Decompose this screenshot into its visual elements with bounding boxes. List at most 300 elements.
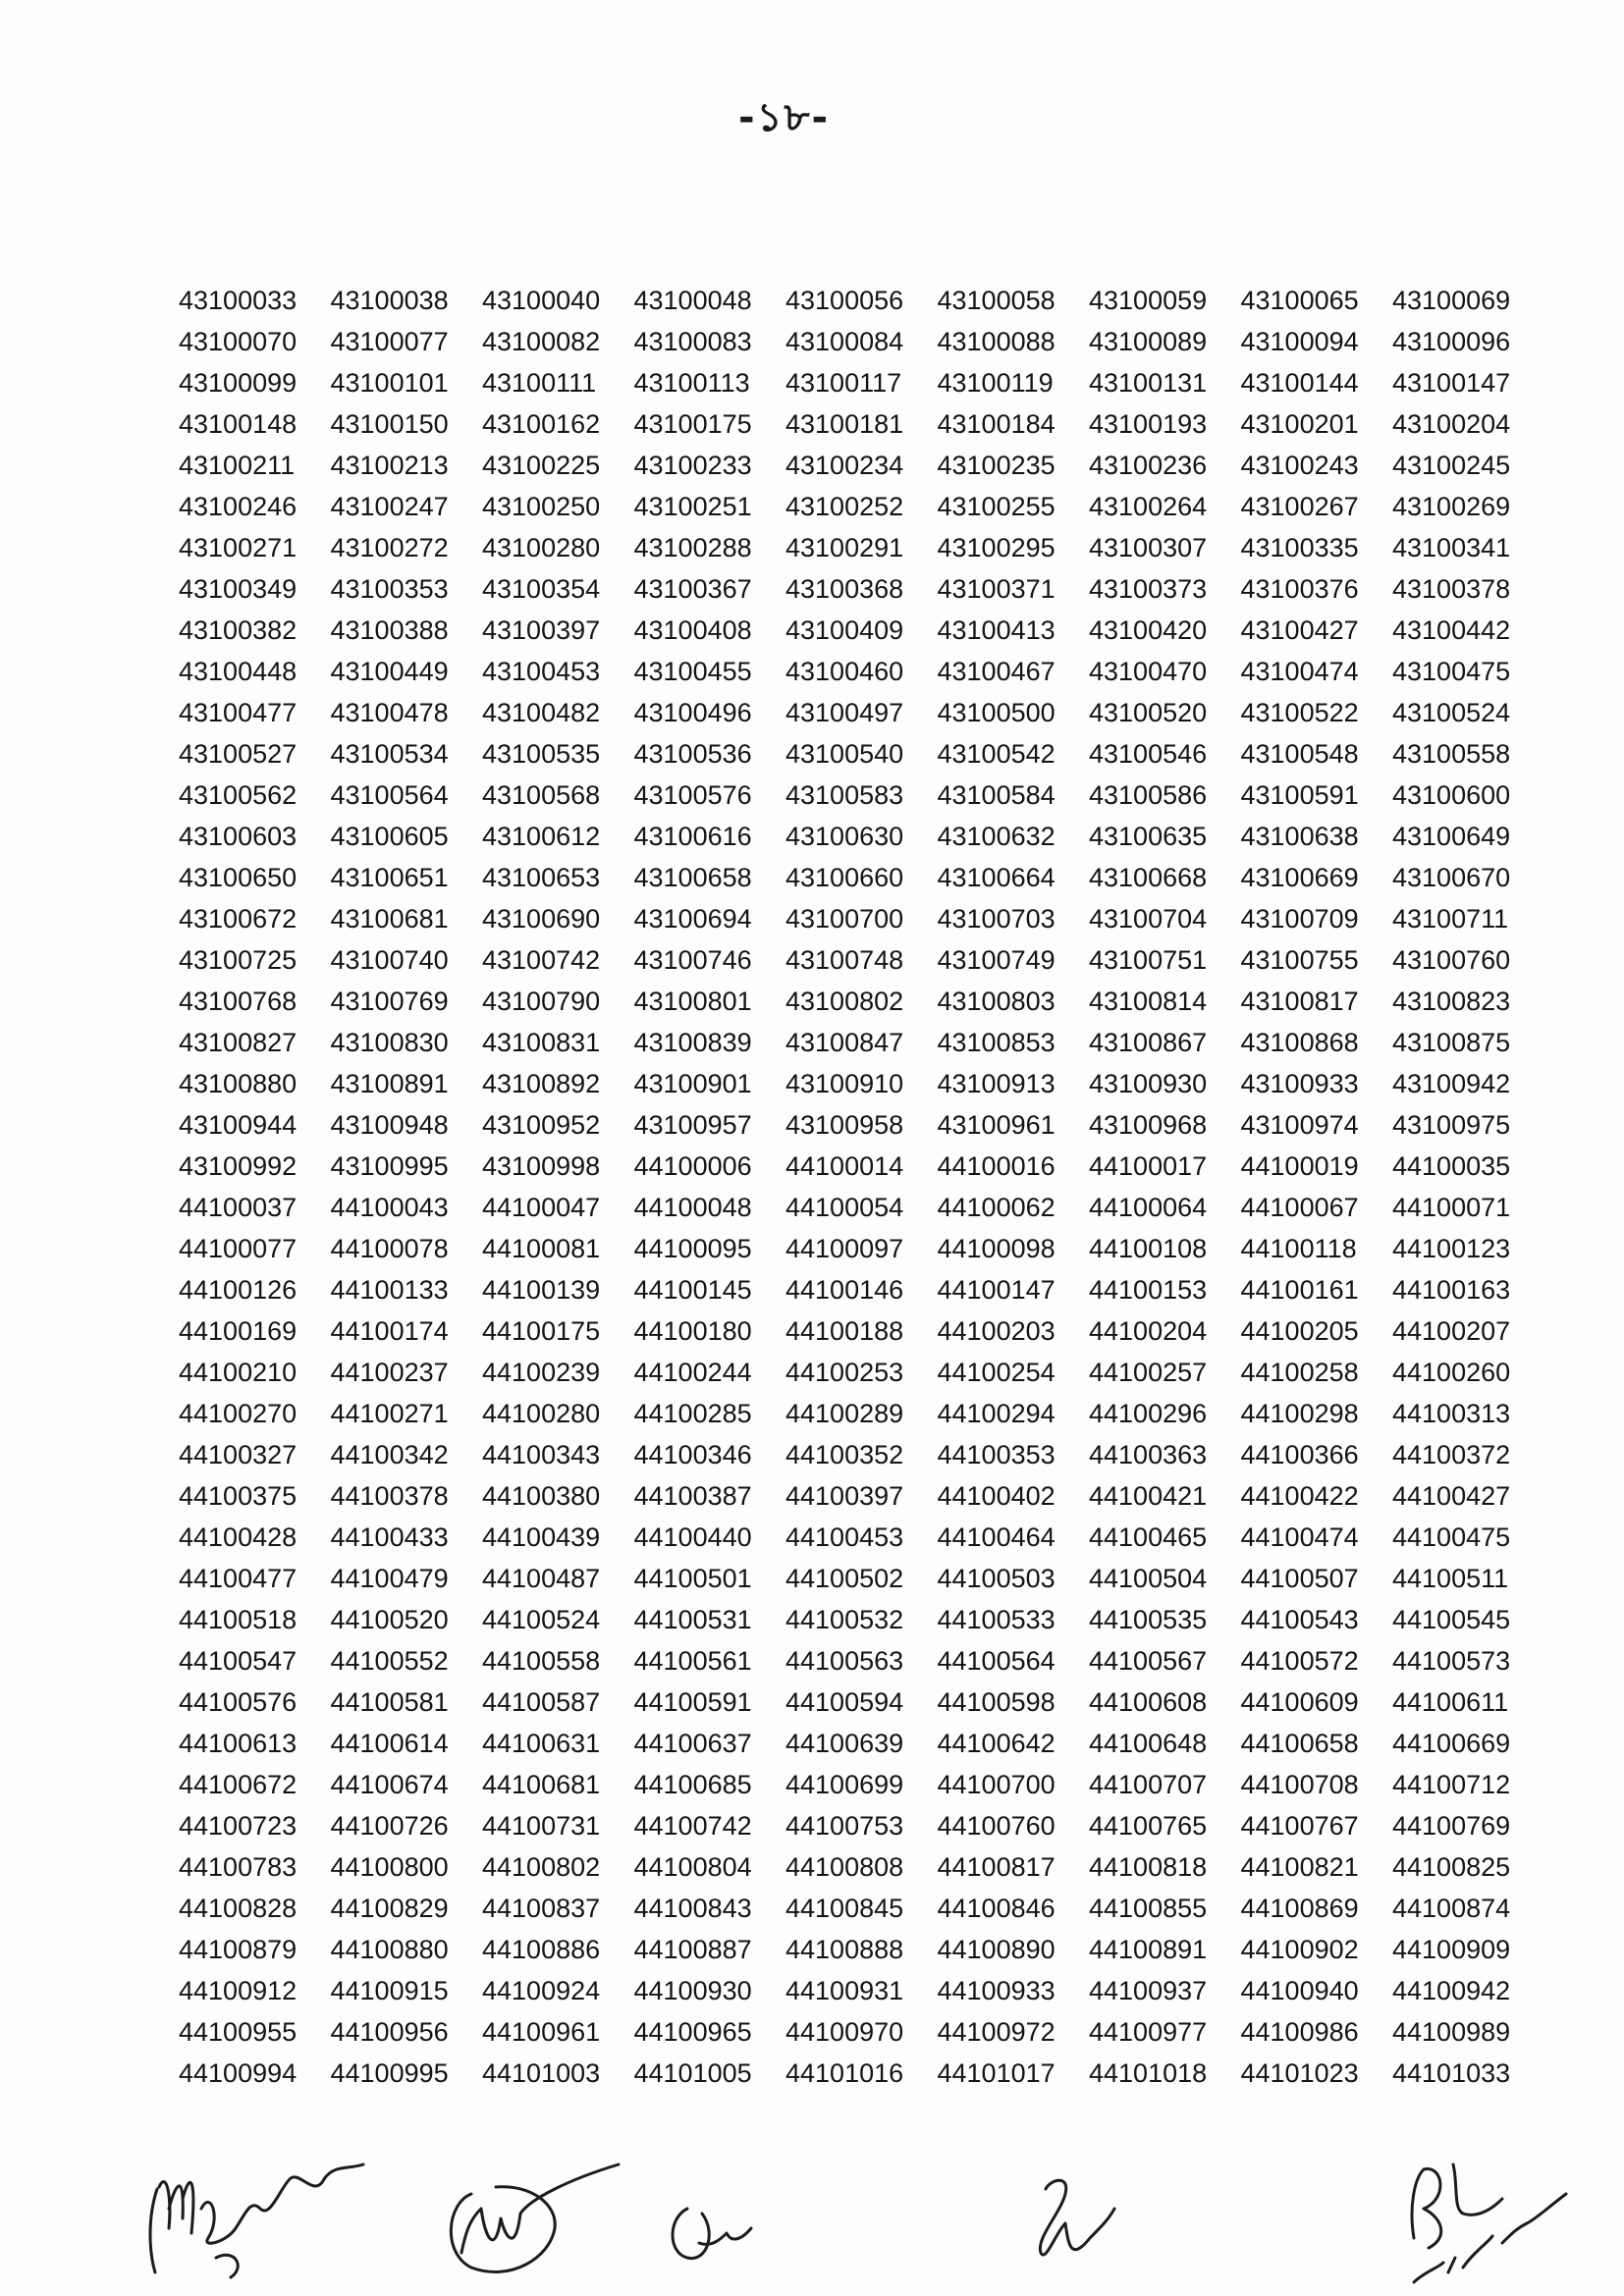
roll-number-cell: 43100801	[633, 987, 752, 1016]
roll-number-cell: 43100243	[1240, 451, 1359, 480]
roll-number-cell: 43100349	[179, 574, 298, 604]
roll-number-cell: 43100089	[1089, 327, 1208, 356]
roll-number-cell: 43100288	[633, 533, 752, 562]
roll-number-cell: 43100600	[1392, 780, 1511, 810]
roll-number-cell: 44100648	[1089, 1729, 1208, 1758]
roll-number-cell: 43100749	[937, 945, 1056, 975]
roll-number-cell: 43100540	[785, 739, 904, 769]
roll-number-cell: 44100016	[937, 1151, 1056, 1181]
roll-number-cell: 43100496	[633, 698, 752, 727]
roll-number-cell: 44100342	[330, 1440, 449, 1469]
table-row	[179, 1558, 1524, 1599]
roll-number-cell: 43100814	[1089, 987, 1208, 1016]
roll-number-cell: 43100058	[937, 286, 1056, 315]
roll-number-cell: 43100522	[1240, 698, 1359, 727]
roll-number-cell: 44100994	[179, 2058, 298, 2088]
roll-number-cell: 43100264	[1089, 492, 1208, 521]
roll-number-cell: 43100354	[482, 574, 601, 604]
roll-number-cell: 44100564	[937, 1646, 1056, 1676]
roll-number-cell: 44100098	[937, 1234, 1056, 1263]
roll-number-cell: 44101005	[633, 2058, 752, 2088]
roll-number-cell: 43100211	[179, 451, 296, 480]
table-row	[179, 1104, 1524, 1146]
roll-number-cell: 43100605	[330, 822, 449, 851]
roll-number-cell: 43100048	[633, 286, 752, 315]
table-row	[179, 1723, 1524, 1764]
roll-number-cell: 44100598	[937, 1687, 1056, 1717]
roll-number-cell: 43100119	[937, 368, 1054, 398]
roll-number-cell: 44100531	[633, 1605, 752, 1634]
roll-number-cell: 44100133	[330, 1275, 449, 1305]
roll-number-cell: 44100532	[785, 1605, 904, 1634]
table-row	[179, 733, 1524, 774]
roll-number-cell: 43100449	[330, 657, 449, 686]
roll-number-cell: 43100070	[179, 327, 298, 356]
roll-number-cell: 44100204	[1089, 1316, 1208, 1346]
roll-number-cell: 43100867	[1089, 1028, 1208, 1057]
signatures-drawing	[0, 2071, 1624, 2296]
table-row	[179, 568, 1524, 610]
roll-number-cell: 43100576	[633, 780, 752, 810]
roll-number-cell: 44100561	[633, 1646, 752, 1676]
roll-number-cell: 43100995	[330, 1151, 449, 1181]
roll-number-cell: 44100203	[937, 1316, 1056, 1346]
roll-number-cell: 43100378	[1392, 574, 1511, 604]
roll-number-cell: 44100723	[179, 1811, 298, 1841]
roll-number-cell: 43100910	[785, 1069, 904, 1098]
roll-number-cell: 43100562	[179, 780, 298, 810]
roll-number-cell: 44100888	[785, 1935, 904, 1964]
roll-number-cell: 44100699	[785, 1770, 904, 1799]
roll-number-cell: 44100563	[785, 1646, 904, 1676]
roll-number-cell: 44100380	[482, 1481, 601, 1511]
roll-number-cell: 44100254	[937, 1358, 1056, 1387]
roll-number-cell: 44100769	[1392, 1811, 1511, 1841]
roll-number-cell: 44100188	[785, 1316, 904, 1346]
roll-number-cell: 43100790	[482, 987, 601, 1016]
roll-number-cell: 43100968	[1089, 1110, 1208, 1140]
roll-number-cell: 44100802	[482, 1852, 601, 1882]
roll-number-cell: 43100817	[1240, 987, 1359, 1016]
roll-number-cell: 43100830	[330, 1028, 449, 1057]
roll-number-cell: 43100335	[1240, 533, 1359, 562]
roll-number-cell: 44100933	[937, 1976, 1056, 2005]
roll-number-cell: 44100915	[330, 1976, 449, 2005]
table-row	[179, 1517, 1524, 1558]
signature-area	[0, 2071, 1624, 2296]
page-number: -১৮-	[738, 95, 831, 140]
roll-number-cell: 43100755	[1240, 945, 1359, 975]
roll-number-cell: 43100564	[330, 780, 449, 810]
signature-3	[673, 2209, 751, 2259]
roll-number-cell: 44100817	[937, 1852, 1056, 1882]
table-row	[179, 939, 1524, 981]
roll-number-cell: 43100101	[330, 368, 449, 398]
roll-number-cell: 43100768	[179, 987, 298, 1016]
roll-number-cell: 44100289	[785, 1399, 904, 1428]
roll-number-cell: 43100913	[937, 1069, 1056, 1098]
roll-number-cell: 44100035	[1392, 1151, 1511, 1181]
roll-number-cell: 43100672	[179, 904, 298, 934]
roll-number-cell: 44100576	[179, 1687, 298, 1717]
roll-number-cell: 43100245	[1392, 451, 1511, 480]
roll-number-cell: 44100174	[330, 1316, 449, 1346]
roll-number-cell: 43100974	[1240, 1110, 1359, 1140]
roll-number-table	[179, 280, 1524, 2094]
roll-number-cell: 44100054	[785, 1193, 904, 1222]
roll-number-cell: 44100639	[785, 1729, 904, 1758]
roll-number-cell: 44100887	[633, 1935, 752, 1964]
roll-number-cell: 43100704	[1089, 904, 1208, 934]
roll-number-cell: 44100146	[785, 1275, 904, 1305]
roll-number-cell: 44100707	[1089, 1770, 1208, 1799]
roll-number-cell: 44100205	[1240, 1316, 1359, 1346]
roll-number-cell: 43100742	[482, 945, 601, 975]
roll-number-cell: 44100543	[1240, 1605, 1359, 1634]
table-row	[179, 445, 1524, 486]
roll-number-cell: 43100668	[1089, 863, 1208, 892]
roll-number-cell: 44101003	[482, 2058, 601, 2088]
roll-number-cell: 44100567	[1089, 1646, 1208, 1676]
roll-number-cell: 43100376	[1240, 574, 1359, 604]
roll-number-cell: 43100236	[1089, 451, 1208, 480]
roll-number-cell: 44100237	[330, 1358, 449, 1387]
roll-number-cell: 43100368	[785, 574, 904, 604]
table-row	[179, 651, 1524, 692]
roll-number-cell: 44100869	[1240, 1894, 1359, 1923]
roll-number-cell: 44100095	[633, 1234, 752, 1263]
roll-number-cell: 43100373	[1089, 574, 1208, 604]
roll-number-cell: 44100298	[1240, 1399, 1359, 1428]
roll-number-cell: 44100535	[1089, 1605, 1208, 1634]
roll-number-cell: 44100327	[179, 1440, 298, 1469]
roll-number-cell: 44100726	[330, 1811, 449, 1841]
roll-number-cell: 43100150	[330, 409, 449, 439]
roll-number-cell: 44100828	[179, 1894, 298, 1923]
roll-number-cell: 43100568	[482, 780, 601, 810]
roll-number-cell: 43100500	[937, 698, 1056, 727]
roll-number-cell: 43100478	[330, 698, 449, 727]
roll-number-cell: 43100586	[1089, 780, 1208, 810]
table-row	[179, 1063, 1524, 1104]
roll-number-cell: 43100371	[937, 574, 1056, 604]
roll-number-cell: 43100992	[179, 1151, 298, 1181]
roll-number-cell: 44100048	[633, 1193, 752, 1222]
roll-number-cell: 43100470	[1089, 657, 1208, 686]
table-row	[179, 321, 1524, 362]
table-row	[179, 1228, 1524, 1269]
roll-number-cell: 44100285	[633, 1399, 752, 1428]
roll-number-cell: 44100924	[482, 1976, 601, 2005]
signature-4	[1040, 2180, 1114, 2255]
roll-number-cell: 44100829	[330, 1894, 449, 1923]
roll-number-cell: 44100608	[1089, 1687, 1208, 1717]
roll-number-cell: 43100295	[937, 533, 1056, 562]
roll-number-cell: 44100244	[633, 1358, 752, 1387]
roll-number-cell: 44100581	[330, 1687, 449, 1717]
roll-number-cell: 44100846	[937, 1894, 1056, 1923]
roll-number-cell: 43100942	[1392, 1069, 1511, 1098]
roll-number-cell: 44100402	[937, 1481, 1056, 1511]
roll-number-cell: 44100353	[937, 1440, 1056, 1469]
roll-number-cell: 44100139	[482, 1275, 601, 1305]
roll-number-cell: 44100378	[330, 1481, 449, 1511]
roll-number-cell: 44100977	[1089, 2017, 1208, 2047]
roll-number-cell: 43100664	[937, 863, 1056, 892]
roll-number-cell: 43100084	[785, 327, 904, 356]
roll-number-cell: 43100233	[633, 451, 752, 480]
roll-number-cell: 44100843	[633, 1894, 752, 1923]
roll-number-cell: 43100584	[937, 780, 1056, 810]
roll-number-cell: 44100937	[1089, 1976, 1208, 2005]
roll-number-cell: 44100453	[785, 1522, 904, 1552]
roll-number-cell: 44100674	[330, 1770, 449, 1799]
roll-number-cell: 44100210	[179, 1358, 298, 1387]
roll-number-cell: 43100096	[1392, 327, 1511, 356]
roll-number-cell: 44100902	[1240, 1935, 1359, 1964]
roll-number-cell: 44100465	[1089, 1522, 1208, 1552]
roll-number-cell: 44100363	[1089, 1440, 1208, 1469]
roll-number-cell: 43100427	[1240, 615, 1359, 645]
roll-number-cell: 43100558	[1392, 739, 1511, 769]
roll-number-cell: 43100204	[1392, 409, 1511, 439]
table-row	[179, 774, 1524, 816]
table-row	[179, 362, 1524, 403]
roll-number-cell: 43100638	[1240, 822, 1359, 851]
roll-number-cell: 43100653	[482, 863, 601, 892]
roll-number-cell: 44100078	[330, 1234, 449, 1263]
roll-number-cell: 43100147	[1392, 368, 1511, 398]
roll-number-cell: 43100632	[937, 822, 1056, 851]
roll-number-cell: 44100207	[1392, 1316, 1511, 1346]
table-row	[179, 403, 1524, 445]
roll-number-cell: 43100455	[633, 657, 752, 686]
roll-number-cell: 44100501	[633, 1564, 752, 1593]
roll-number-cell: 43100681	[330, 904, 449, 934]
roll-number-cell: 43100341	[1392, 533, 1511, 562]
table-row	[179, 898, 1524, 939]
roll-number-cell: 43100408	[633, 615, 752, 645]
roll-number-cell: 43100460	[785, 657, 904, 686]
roll-number-cell: 44100783	[179, 1852, 298, 1882]
roll-number-cell: 44100942	[1392, 1976, 1511, 2005]
table-row	[179, 857, 1524, 898]
roll-number-cell: 43100649	[1392, 822, 1511, 851]
roll-number-cell: 44100504	[1089, 1564, 1208, 1593]
roll-number-cell: 44100642	[937, 1729, 1056, 1758]
roll-number-cell: 44100296	[1089, 1399, 1208, 1428]
roll-number-cell: 43100694	[633, 904, 752, 934]
signature-5	[1412, 2164, 1566, 2282]
roll-number-cell: 44100685	[633, 1770, 752, 1799]
roll-number-cell: 44101016	[785, 2058, 904, 2088]
roll-number-cell: 44100986	[1240, 2017, 1359, 2047]
roll-number-cell: 43100442	[1392, 615, 1511, 645]
roll-number-cell: 43100944	[179, 1110, 298, 1140]
roll-number-cell: 44100965	[633, 2017, 752, 2047]
roll-number-cell: 44100524	[482, 1605, 601, 1634]
table-row	[179, 610, 1524, 651]
roll-number-cell: 44100294	[937, 1399, 1056, 1428]
roll-number-cell: 43100307	[1089, 533, 1208, 562]
table-row	[179, 1929, 1524, 1970]
roll-number-cell: 43100534	[330, 739, 449, 769]
roll-number-cell: 44100712	[1392, 1770, 1511, 1799]
roll-number-cell: 44100767	[1240, 1811, 1359, 1841]
roll-number-cell: 43100740	[330, 945, 449, 975]
roll-number-cell: 44100681	[482, 1770, 601, 1799]
roll-number-cell: 43100082	[482, 327, 601, 356]
roll-number-cell: 44100609	[1240, 1687, 1359, 1717]
roll-number-cell: 44100257	[1089, 1358, 1208, 1387]
roll-number-cell: 43100497	[785, 698, 904, 727]
signature-1	[150, 2164, 363, 2277]
roll-number-cell: 43100760	[1392, 945, 1511, 975]
roll-number-cell: 43100184	[937, 409, 1056, 439]
roll-number-cell: 44100253	[785, 1358, 904, 1387]
roll-number-cell: 44100533	[937, 1605, 1056, 1634]
roll-number-cell: 44100258	[1240, 1358, 1359, 1387]
roll-number-cell: 43100616	[633, 822, 752, 851]
table-row	[179, 1888, 1524, 1929]
roll-number-cell: 44100821	[1240, 1852, 1359, 1882]
roll-number-cell: 44100909	[1392, 1935, 1511, 1964]
roll-number-cell: 43100234	[785, 451, 904, 480]
roll-number-cell: 43100475	[1392, 657, 1511, 686]
roll-number-cell: 43100635	[1089, 822, 1208, 851]
roll-number-cell: 44100366	[1240, 1440, 1359, 1469]
roll-number-cell: 44100825	[1392, 1852, 1511, 1882]
roll-number-cell: 44100765	[1089, 1811, 1208, 1841]
roll-number-cell: 44100422	[1240, 1481, 1359, 1511]
roll-number-cell: 43100117	[785, 368, 902, 398]
roll-number-cell: 44100352	[785, 1440, 904, 1469]
roll-number-cell: 43100388	[330, 615, 449, 645]
roll-number-cell: 44100260	[1392, 1358, 1511, 1387]
roll-number-cell: 43100660	[785, 863, 904, 892]
roll-number-cell: 43100255	[937, 492, 1056, 521]
table-row	[179, 1269, 1524, 1310]
table-row	[179, 1599, 1524, 1640]
roll-number-cell: 44100955	[179, 2017, 298, 2047]
roll-number-cell: 44100145	[633, 1275, 752, 1305]
roll-number-cell: 43100065	[1240, 286, 1359, 315]
roll-number-cell: 44100433	[330, 1522, 449, 1552]
roll-number-cell: 44100742	[633, 1811, 752, 1841]
roll-number-cell: 43100548	[1240, 739, 1359, 769]
roll-number-cell: 43100235	[937, 451, 1056, 480]
roll-number-cell: 44100669	[1392, 1729, 1511, 1758]
roll-number-cell: 44100487	[482, 1564, 601, 1593]
roll-number-cell: 43100725	[179, 945, 298, 975]
roll-number-cell: 44100123	[1392, 1234, 1511, 1263]
roll-number-cell: 43100542	[937, 739, 1056, 769]
roll-number-cell: 44100637	[633, 1729, 752, 1758]
roll-number-cell: 43100520	[1089, 698, 1208, 727]
roll-number-cell: 44100421	[1089, 1481, 1208, 1511]
roll-number-cell: 43100367	[633, 574, 752, 604]
roll-number-cell: 44100818	[1089, 1852, 1208, 1882]
table-row	[179, 1310, 1524, 1352]
roll-number-cell: 43100700	[785, 904, 904, 934]
roll-number-cell: 44100071	[1392, 1193, 1511, 1222]
roll-number-cell: 43100546	[1089, 739, 1208, 769]
roll-number-cell: 43100650	[179, 863, 298, 892]
table-row	[179, 1352, 1524, 1393]
signature-2	[451, 2164, 619, 2271]
roll-number-cell: 44100271	[330, 1399, 449, 1428]
roll-number-cell: 43100094	[1240, 327, 1359, 356]
roll-number-cell: 43100280	[482, 533, 601, 562]
roll-number-cell: 44100760	[937, 1811, 1056, 1841]
roll-number-cell: 43100827	[179, 1028, 298, 1057]
roll-number-cell: 43100891	[330, 1069, 449, 1098]
table-row	[179, 1640, 1524, 1682]
roll-number-cell: 43100769	[330, 987, 449, 1016]
roll-number-cell: 43100099	[179, 368, 298, 398]
roll-number-cell: 44100014	[785, 1151, 904, 1181]
table-row	[179, 1146, 1524, 1187]
roll-number-cell: 44100280	[482, 1399, 601, 1428]
roll-number-cell: 43100958	[785, 1110, 904, 1140]
roll-number-cell: 43100250	[482, 492, 601, 521]
roll-number-cell: 44100503	[937, 1564, 1056, 1593]
roll-number-cell: 44100147	[937, 1275, 1056, 1305]
roll-number-cell: 44100855	[1089, 1894, 1208, 1923]
roll-number-cell: 43100181	[785, 409, 904, 439]
roll-number-cell: 44101023	[1240, 2058, 1359, 2088]
roll-number-cell: 44100175	[482, 1316, 601, 1346]
roll-number-cell: 43100630	[785, 822, 904, 851]
table-row	[179, 816, 1524, 857]
roll-number-cell: 44101018	[1089, 2058, 1208, 2088]
roll-number-cell: 44100097	[785, 1234, 904, 1263]
roll-number-cell: 44100346	[633, 1440, 752, 1469]
roll-number-cell: 43100901	[633, 1069, 752, 1098]
roll-number-cell: 43100868	[1240, 1028, 1359, 1057]
roll-number-cell: 43100957	[633, 1110, 752, 1140]
roll-number-cell: 44100972	[937, 2017, 1056, 2047]
roll-number-cell: 44100037	[179, 1193, 298, 1222]
roll-number-cell: 44100081	[482, 1234, 601, 1263]
table-row	[179, 1764, 1524, 1805]
roll-number-cell: 43100175	[633, 409, 752, 439]
roll-number-cell: 43100583	[785, 780, 904, 810]
roll-number-cell: 44100043	[330, 1193, 449, 1222]
roll-number-cell: 44100700	[937, 1770, 1056, 1799]
roll-number-cell: 43100839	[633, 1028, 752, 1057]
roll-number-cell: 43100193	[1089, 409, 1208, 439]
roll-number-cell: 43100413	[937, 615, 1056, 645]
table-row	[179, 981, 1524, 1022]
roll-number-cell: 43100148	[179, 409, 298, 439]
roll-number-cell: 44100961	[482, 2017, 601, 2047]
roll-number-cell: 44100545	[1392, 1605, 1511, 1634]
roll-number-cell: 43100709	[1240, 904, 1359, 934]
roll-number-cell: 43100059	[1089, 286, 1208, 315]
roll-number-cell: 44100439	[482, 1522, 601, 1552]
roll-number-cell: 44100808	[785, 1852, 904, 1882]
roll-number-cell: 43100603	[179, 822, 298, 851]
roll-number-cell: 43100482	[482, 698, 601, 727]
table-row	[179, 1022, 1524, 1063]
roll-number-cell: 43100651	[330, 863, 449, 892]
roll-number-cell: 44100845	[785, 1894, 904, 1923]
roll-number-cell: 44100428	[179, 1522, 298, 1552]
roll-number-cell: 43100880	[179, 1069, 298, 1098]
roll-number-cell: 44100077	[179, 1234, 298, 1263]
roll-number-cell: 44100930	[633, 1976, 752, 2005]
